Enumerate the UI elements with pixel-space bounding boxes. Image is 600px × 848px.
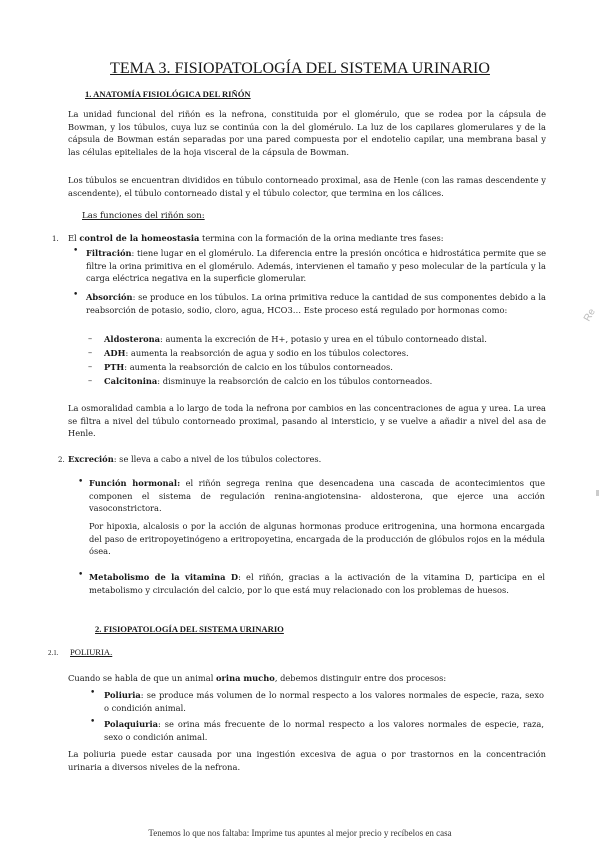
list-item-homeostasia — [68, 232, 546, 245]
bullet-icon: • — [78, 477, 84, 487]
paragraph-eritrogenina: Por hipoxia, alcalosis o por la acción de algunas hormonas produce eritrogenina, una hormona encargada del paso de eritropoyetinógeno a eritropoyetina, encargada de la producción de glóbulos rojos en la médula ósea. — [89, 521, 545, 557]
list-item-polaquiuria — [104, 718, 544, 743]
list-item-poliuria — [104, 689, 544, 714]
bullet-icon: • — [73, 246, 79, 256]
paragraph-osmolaridad: La osmoralidad cambia a lo largo de toda la nefrona por cambios en las concentraciones de agua y urea. La urea se filtra a nivel del túbulo contorneado proximal, pasando al intersticio, y se vuelve a añadir a nivel del asa de Henle. — [68, 403, 546, 439]
bullet-icon: • — [73, 290, 79, 300]
dash-icon: – — [88, 347, 93, 357]
paragraph-nefrona: La unidad funcional del riñón es la nefrona, constituida por el glomérulo, que se rodea por la cápsula de Bowman, y los túbulos, cuya luz se continúa con la del glomérulo. La luz de los capilares glomerulares y de la cápsula de Bowman están separadas por una pared compuesta por el endotelio capilar, una membrana basal y las células epiteliales de la hoja visceral de la cápsula de Bowman. — [68, 109, 546, 158]
subsection-heading-poliuria: POLIURIA. — [70, 647, 113, 657]
item1-pre: El — [68, 233, 80, 243]
intro-pre: Cuando se habla de que un animal — [68, 673, 217, 683]
paragraph-causas-poliuria: La poliuria puede estar causada por una ingestión excesiva de agua o por trastornos en la concentración urinaria a diversos niveles de la nefrona. — [68, 749, 546, 772]
item2-post: : se lleva a cabo a nivel de los túbulos colectores. — [113, 454, 322, 464]
hormonal-text: el riñón segrega renina que desencadena una cascada de acontecimientos que componen el sistema de regulación renina-angiotensina- aldosterona, que ejerce una acción vasoconstrictora. — [89, 478, 546, 514]
hormone-pth — [104, 361, 544, 374]
item1-bold: control de la homeostasia — [79, 233, 200, 243]
bullet-icon: • — [78, 570, 84, 580]
document-title: TEMA 3. FISIOPATOLOGÍA DEL SISTEMA URINARIO — [110, 60, 490, 77]
dash-icon: – — [88, 333, 93, 343]
polaquiuria-text: : se orina más frecuente de lo normal respecto a los valores normales de especie, raza, sexo o condición animal. — [104, 719, 544, 742]
functions-heading: Las funciones del riñón son: — [82, 211, 205, 221]
vitd-term: Metabolismo de la vitamina D — [89, 572, 239, 582]
intro-bold: orina mucho — [216, 673, 275, 683]
vitd-text: : el riñón, gracias a la activación de la vitamina D, participa en el metabolismo y circulación del calcio, por lo que está muy relacionado con los problemas de huesos. — [89, 572, 546, 595]
paragraph-intro-poliuria — [68, 672, 546, 685]
list-item-absorcion — [86, 291, 546, 316]
list-number-2: 2. — [58, 456, 65, 464]
hormone-term: Calcitonina — [104, 376, 158, 386]
list-item-filtracion — [86, 247, 546, 285]
list-item-vitamina-d — [89, 571, 545, 596]
hormone-calcitonina — [104, 375, 544, 388]
hormone-adh — [104, 347, 544, 360]
filtracion-term: Filtración — [86, 248, 132, 258]
section-heading-fisiopatologia: 2. FISIOPATOLOGÍA DEL SISTEMA URINARIO — [95, 624, 284, 634]
intro-post: , debemos distinguir entre dos procesos: — [274, 673, 447, 683]
list-item-funcion-hormonal — [89, 477, 545, 515]
list-item-excrecion — [68, 453, 546, 466]
dash-icon: – — [88, 361, 93, 371]
poliuria-text: : se produce más volumen de lo normal respecto a los valores normales de especie, raza, sexo o condición animal. — [104, 690, 544, 713]
absorcion-term: Absorción — [86, 292, 133, 302]
dash-icon: – — [88, 375, 93, 385]
poliuria-term: Poliuria — [104, 690, 141, 700]
watermark-text: Re — [582, 306, 598, 324]
subsection-number: 2.1. — [48, 649, 59, 657]
section-heading-anatomia: 1. ANATOMÍA FISIOLÓGICA DEL RIÑÓN — [85, 89, 251, 99]
hormone-term: PTH — [104, 362, 125, 372]
hormone-text: : aumenta la reabsorción de agua y sodio en los túbulos colectores. — [125, 348, 409, 358]
item1-post: termina con la formación de la orina mediante tres fases: — [199, 233, 444, 243]
hormone-aldosterona — [104, 333, 544, 346]
hormone-term: Aldosterona — [104, 334, 161, 344]
polaquiuria-term: Polaquiuria — [104, 719, 158, 729]
filtracion-text: : tiene lugar en el glomérulo. La diferencia entre la presión oncótica e hidrostática permite que se filtre la orina primitiva en el glomérulo. Además, intervienen el tamaño y peso molecular de la partícula y la carga eléctrica negativa en la superficie glomerular. — [86, 248, 546, 284]
list-number-1: 1. — [52, 235, 59, 243]
edge-mark — [596, 490, 599, 496]
bullet-icon: • — [90, 688, 96, 698]
paragraph-tubulos: Los túbulos se encuentran divididos en túbulo contorneado proximal, asa de Henle (con las ramas descendente y ascendente), el túbulo contorneado distal y el túbulo colector, que termina en los cálices. — [68, 175, 546, 198]
page-footer: Tenemos lo que nos faltaba: Imprime tus apuntes al mejor precio y recíbelos en casa — [148, 828, 452, 838]
hormone-text: : aumenta la reabsorción de calcio en los túbulos contorneados. — [124, 362, 393, 372]
hormonal-term: Función hormonal: — [89, 478, 181, 488]
hormone-term: ADH — [104, 348, 126, 358]
item2-bold: Excreción — [68, 454, 114, 464]
absorcion-text: : se produce en los túbulos. La orina primitiva reduce la cantidad de sus componentes debido a la reabsorción de potasio, sodio, cloro, agua, HCO3… Este proceso está regulado por hormonas como: — [86, 292, 546, 315]
hormone-text: : aumenta la excreción de H+, potasio y urea en el túbulo contorneado distal. — [160, 334, 487, 344]
bullet-icon: • — [90, 717, 96, 727]
hormone-text: : disminuye la reabsorción de calcio en los túbulos contorneados. — [157, 376, 433, 386]
